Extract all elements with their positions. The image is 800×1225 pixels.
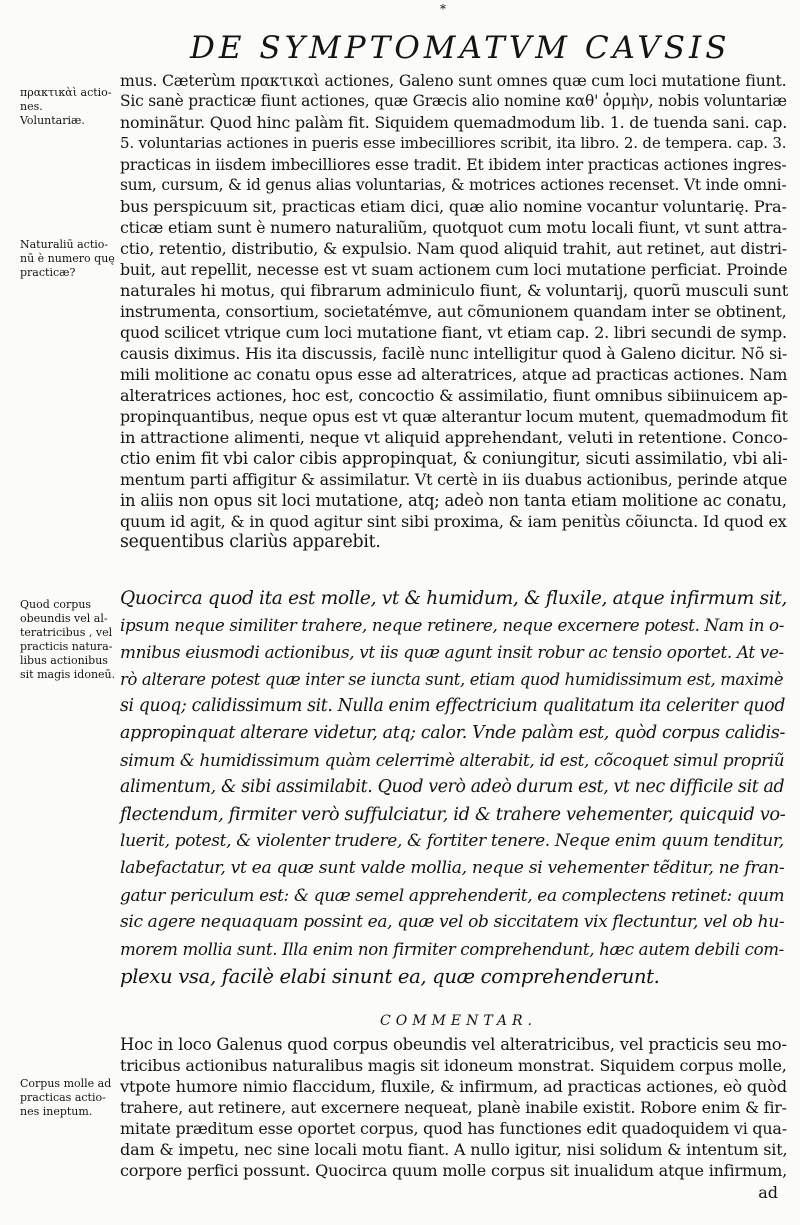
text-line: tricibus actionibus naturalibus magis sit idoneum monstrat. Siquidem corpus molle,: [120, 1056, 787, 1075]
text-line: mili molitione ac conatu opus esse ad alteratrices, atque ad practicas actiones. Nam: [120, 365, 788, 384]
margin-note-line: practicæ?: [20, 266, 76, 279]
text-line: nominãtur. Quod hinc palàm fit. Siquidem quemadmodum lib. 1. de tuenda sani. cap.: [120, 113, 788, 132]
top-mark: *: [440, 2, 446, 16]
margin-note-line: Naturaliū actio-: [20, 238, 109, 251]
text-line: mus. Cæterùm πρακτικαὶ actiones, Galeno sunt omnes quæ cum loci mutatione fiunt.: [120, 71, 787, 90]
quote-line: alimentum, & sibi assimilabit. Quod verò adeò durum est, vt nec difficile sit ad: [120, 777, 785, 797]
text-line: vtpote humore nimio flaccidum, fluxile, & infirmum, ad practicas actiones, eò quòd: [120, 1077, 787, 1096]
quote-line: appropinquat alterare videtur, atq; calor. Vnde palàm est, quòd corpus calidis-: [120, 723, 785, 743]
quote-line: labefactatur, vt ea quæ sunt valde mollia, neque si vehementer tẽditur, ne fran-: [120, 858, 785, 878]
margin-note-3: [20, 598, 125, 682]
margin-note-line: πρακτικὰὶ actio-: [20, 86, 112, 99]
margin-note-1: [20, 86, 125, 128]
text-line: sum, cursum, & id genus alias voluntarias, & motrices actiones recenset. Vt inde omni-: [120, 176, 787, 194]
margin-note-line: sit magis idoneū.: [20, 668, 116, 681]
margin-note-line: obeundis vel al-: [20, 612, 108, 625]
text-line: quum id agit, & in quod agitur sint sibi proxima, & iam penitùs cõiuncta. Id quod ex: [120, 512, 787, 531]
quote-line: ipsum neque similiter trahere, neque retinere, neque excernere potest. Nam in o-: [120, 616, 785, 635]
margin-note-2: [20, 238, 125, 280]
margin-note-line: teratricibus , vel: [20, 626, 113, 639]
margin-note-line: practicas actio-: [20, 1091, 106, 1104]
text-line: alteratrices actiones, hoc est, concoctio & assimilatio, fiunt omnibus sibiinuicem ap-: [120, 386, 788, 405]
margin-note-line: nes.: [20, 100, 43, 113]
text-line: ctio, retentio, distributio, & expulsio. Nam quod aliquid trahit, aut retinet, aut distri-: [120, 239, 787, 258]
text-line: corpore perfici possunt. Quocirca quum molle corpus sit inualidum atque infirmum,: [120, 1161, 788, 1180]
text-line: instrumenta, consortium, societatémve, aut cõmunionem quandam inter se obtinent,: [120, 302, 787, 321]
text-line: sequentibus clariùs apparebit.: [120, 532, 381, 552]
quote-line: gatur periculum est: & quæ semel apprehenderit, ea complectens retinet: quum: [120, 885, 785, 905]
text-line: Sic sanè practicæ fiunt actiones, quæ Græcis alio nomine καθ' ὁρμὴν, nobis voluntariæ: [120, 92, 787, 110]
catchword: ad: [758, 1183, 778, 1202]
margin-note-line: Voluntariæ.: [20, 114, 85, 127]
margin-note-line: nū è numero quę: [20, 252, 115, 265]
margin-note-line: libus actionibus: [20, 654, 108, 667]
quote-line: rò alterare potest quæ inter se iuncta sunt, etiam quod humidissimum est, maximè: [120, 670, 784, 689]
margin-note-4: [20, 1077, 125, 1119]
quote-line: sic agere nequaquam possint ea, quæ vel ob siccitatem vix flectuntur, vel ob hu-: [120, 912, 785, 932]
running-head: DE SYMPTOMATVM CAVSIS: [190, 30, 731, 66]
text-line: quod scilicet vtrique cum loci mutatione fiant, vt etiam cap. 2. libri secundi de symp.: [120, 323, 787, 342]
text-line: buit, aut repellit, necesse est vt suam actionem cum loci mutatione perficiat. Proinde: [120, 260, 788, 279]
text-line: bus perspicuum sit, practicas etiam dici, quæ alio nomine vocantur voluntarię. Pra-: [120, 197, 787, 216]
text-line: mitate præditum esse oportet corpus, quod has functiones edit quadoquidem vi qua-: [120, 1119, 787, 1138]
text-line: mentum parti affigitur & assimilatur. Vt certè in iis duabus actionibus, perinde atque: [120, 470, 788, 489]
text-line: dam & impetu, nec sine locali motu fiant. A nullo igitur, nisi solidum & intentum sit,: [120, 1140, 788, 1159]
section-heading: COMMENTAR.: [380, 1013, 538, 1029]
quote-line: Quocirca quod ita est molle, vt & humidum, & fluxile, atque infirmum sit,: [120, 588, 787, 609]
margin-note-line: nes ineptum.: [20, 1105, 93, 1118]
text-line: causis diximus. His ita discussis, facilè nunc intelligitur quod à Galeno dicitur. Nõ si-: [120, 344, 788, 363]
quote-line: si quoq; calidissimum sit. Nulla enim effectricium qualitatum ita celeriter quod: [120, 696, 786, 716]
text-line: practicas in iisdem imbecilliores esse tradit. Et ibidem inter practicas actiones ingres-: [120, 155, 787, 174]
text-line: 5. voluntarias actiones in pueris esse imbecilliores scribit, ita libro. 2. de tempera. cap. 3.: [120, 134, 787, 152]
text-line: naturales hi motus, qui fibrarum adminiculo fiunt, & voluntarij, quorũ musculi sunt: [120, 281, 789, 300]
quote-line: mnibus eiusmodi actionibus, vt iis quæ agunt insit robur ac tensio oportet. At ve-: [120, 642, 784, 662]
margin-note-line: practicis natura-: [20, 640, 113, 653]
text-line: ctio enim fit vbi calor cibis appropinquat, & coniungitur, sicuti assimilatio, vbi ali-: [120, 449, 788, 468]
margin-note-line: Quod corpus: [20, 598, 92, 611]
text-line: in aliis non opus sit loci mutatione, atq; adeò non tanta etiam molitione ac conatu,: [120, 491, 787, 510]
text-line: Hoc in loco Galenus quod corpus obeundis vel alteratricibus, vel practicis seu mo-: [120, 1035, 787, 1054]
text-line: propinquantibus, neque opus est vt quæ alterantur locum mutent, quemadmodum fit: [120, 407, 788, 426]
quote-line: simum & humidissimum quàm celerrimè alterabit, id est, cõcoquet simul propriũ: [120, 750, 785, 770]
margin-note-line: Corpus molle ad: [20, 1077, 112, 1090]
text-line: trahere, aut retinere, aut excernere nequeat, planè inabile existit. Robore enim & fir-: [120, 1098, 787, 1117]
quote-line: flectendum, firmiter verò suffulciatur, id & trahere vehementer, quicquid vo-: [120, 804, 786, 825]
quote-line: luerit, potest, & violenter trudere, & fortiter tenere. Neque enim quum tenditur,: [120, 831, 784, 851]
text-line: cticæ etiam sunt è numero naturaliũm, quotquot cum motu locali fiunt, vt sunt attra-: [120, 218, 787, 237]
quote-line: plexu vsa, facilè elabi sinunt ea, quæ comprehenderunt.: [120, 965, 660, 988]
text-line: in attractione alimenti, neque vt aliquid apprehendant, veluti in retentione. Conco-: [120, 428, 788, 447]
quote-line: morem mollia sunt. Illa enim non firmiter comprehendunt, hæc autem debili com-: [120, 940, 784, 959]
